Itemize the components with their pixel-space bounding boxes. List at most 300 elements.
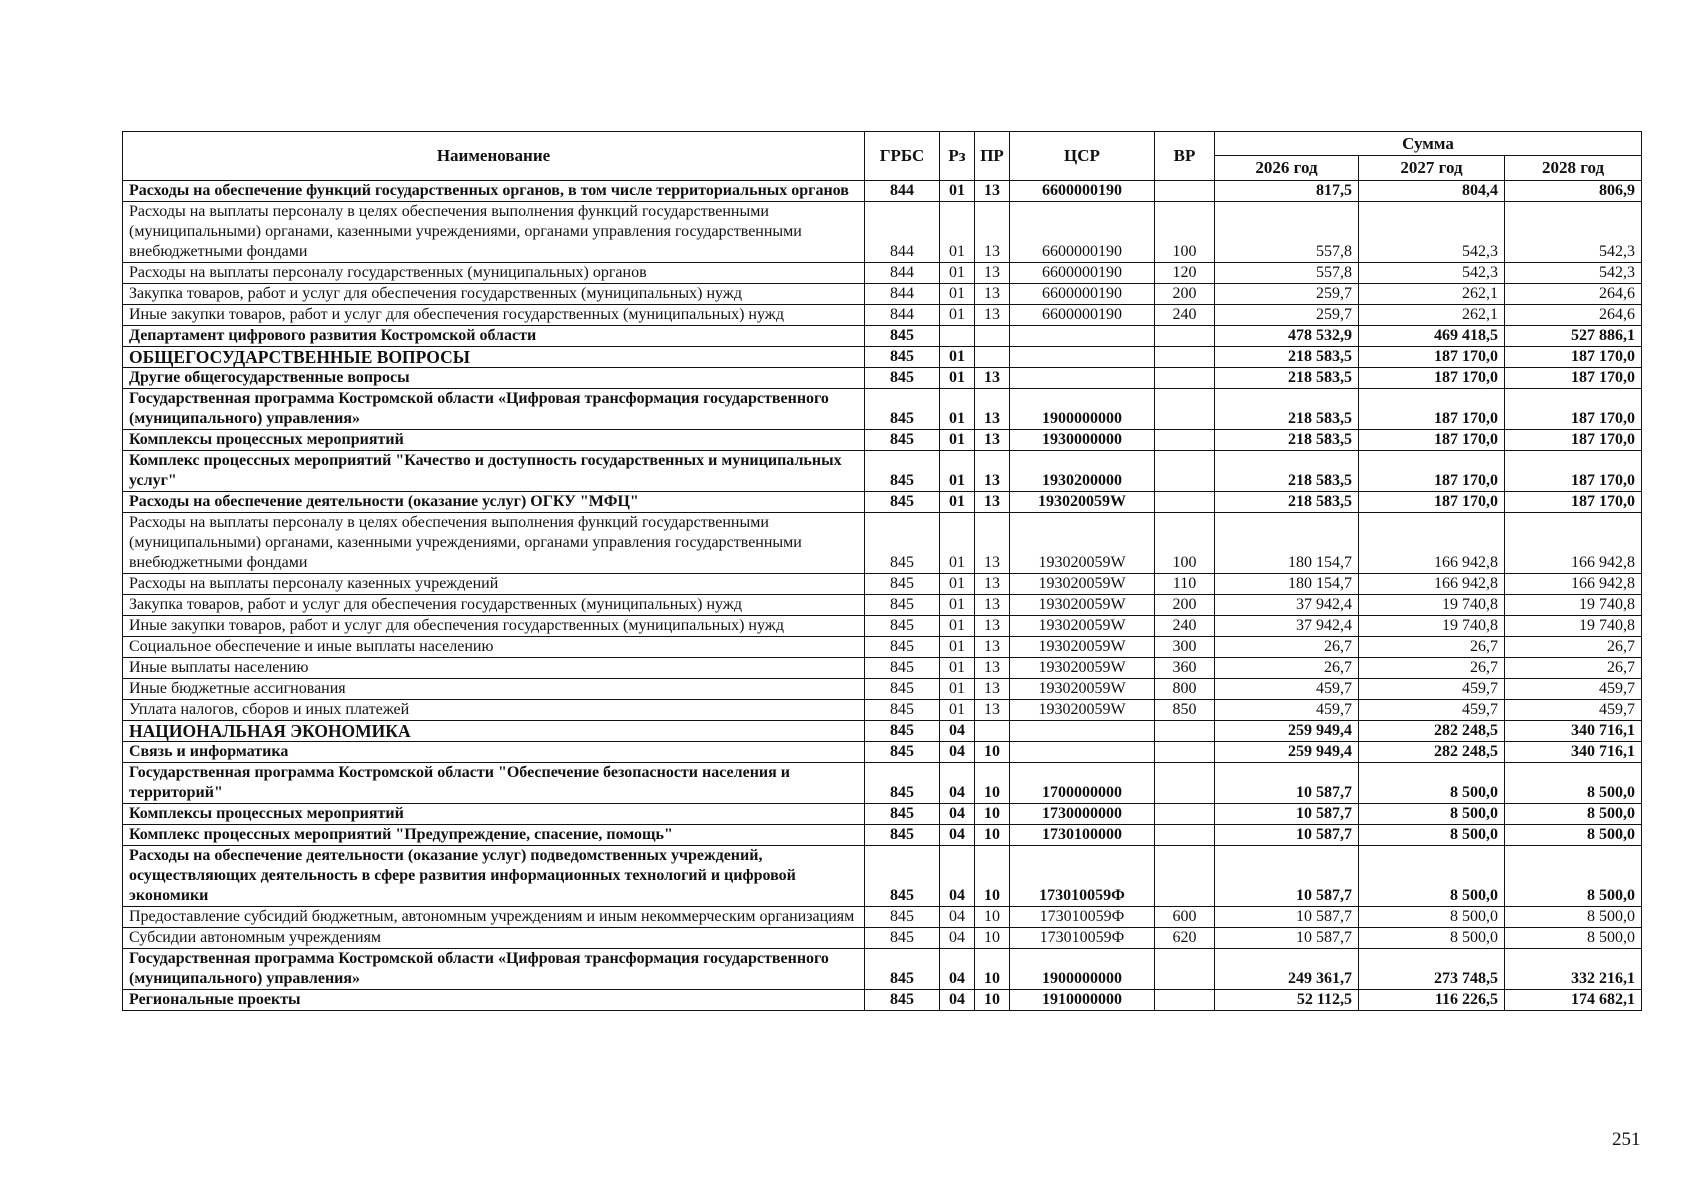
cell-name: Другие общегосударственные вопросы (123, 368, 865, 389)
cell-rz: 04 (940, 742, 975, 763)
cell-grbs: 845 (865, 928, 940, 949)
cell-grbs: 844 (865, 181, 940, 202)
cell-pr: 10 (975, 928, 1010, 949)
cell-sum-2028: 187 170,0 (1505, 451, 1642, 492)
table-row (123, 804, 1642, 825)
cell-rz: 01 (940, 679, 975, 700)
cell-pr: 13 (975, 700, 1010, 721)
cell-rz: 01 (940, 658, 975, 679)
cell-sum-2026: 180 154,7 (1215, 574, 1359, 595)
cell-pr: 10 (975, 846, 1010, 907)
cell-sum-2027: 116 226,5 (1359, 990, 1505, 1011)
cell-rz: 01 (940, 430, 975, 451)
table-row (123, 305, 1642, 326)
cell-grbs: 845 (865, 595, 940, 616)
cell-vr (1155, 742, 1215, 763)
cell-pr: 13 (975, 616, 1010, 637)
cell-grbs: 845 (865, 990, 940, 1011)
cell-sum-2028: 174 682,1 (1505, 990, 1642, 1011)
cell-grbs: 845 (865, 574, 940, 595)
cell-vr: 240 (1155, 616, 1215, 637)
cell-csr: 1910000000 (1010, 990, 1155, 1011)
cell-sum-2026: 817,5 (1215, 181, 1359, 202)
table-row (123, 430, 1642, 451)
table-row (123, 616, 1642, 637)
table-row (123, 928, 1642, 949)
cell-grbs: 845 (865, 389, 940, 430)
cell-sum-2027: 187 170,0 (1359, 451, 1505, 492)
table-row (123, 742, 1642, 763)
table-row (123, 263, 1642, 284)
cell-grbs: 844 (865, 305, 940, 326)
cell-grbs: 845 (865, 513, 940, 574)
cell-csr: 1930200000 (1010, 451, 1155, 492)
cell-sum-2027: 8 500,0 (1359, 763, 1505, 804)
cell-pr: 13 (975, 513, 1010, 574)
header-name: Наименование (123, 132, 865, 181)
cell-sum-2026: 10 587,7 (1215, 928, 1359, 949)
header-row (123, 132, 1642, 156)
header-sum: Сумма (1215, 132, 1642, 156)
cell-vr: 240 (1155, 305, 1215, 326)
cell-vr (1155, 430, 1215, 451)
cell-sum-2027: 542,3 (1359, 263, 1505, 284)
header-year-2027: 2027 год (1359, 156, 1505, 181)
cell-sum-2027: 187 170,0 (1359, 430, 1505, 451)
cell-sum-2027: 19 740,8 (1359, 616, 1505, 637)
cell-sum-2028: 332 216,1 (1505, 949, 1642, 990)
cell-grbs: 845 (865, 616, 940, 637)
cell-vr: 850 (1155, 700, 1215, 721)
cell-sum-2026: 259 949,4 (1215, 742, 1359, 763)
cell-sum-2028: 459,7 (1505, 679, 1642, 700)
table-row (123, 721, 1642, 742)
cell-sum-2026: 180 154,7 (1215, 513, 1359, 574)
cell-sum-2028: 264,6 (1505, 284, 1642, 305)
cell-rz: 01 (940, 347, 975, 368)
cell-pr: 10 (975, 907, 1010, 928)
cell-grbs: 845 (865, 907, 940, 928)
cell-sum-2028: 166 942,8 (1505, 513, 1642, 574)
table-row (123, 949, 1642, 990)
cell-pr: 10 (975, 763, 1010, 804)
cell-name: Расходы на обеспечение деятельности (оказание услуг) ОГКУ "МФЦ" (123, 492, 865, 513)
cell-grbs: 845 (865, 949, 940, 990)
cell-rz: 01 (940, 492, 975, 513)
cell-vr (1155, 347, 1215, 368)
cell-pr: 10 (975, 825, 1010, 846)
cell-vr: 100 (1155, 513, 1215, 574)
cell-sum-2026: 10 587,7 (1215, 825, 1359, 846)
cell-sum-2027: 8 500,0 (1359, 907, 1505, 928)
cell-pr: 13 (975, 202, 1010, 263)
cell-sum-2028: 8 500,0 (1505, 907, 1642, 928)
cell-sum-2027: 804,4 (1359, 181, 1505, 202)
cell-grbs: 845 (865, 492, 940, 513)
cell-grbs: 845 (865, 326, 940, 347)
cell-csr (1010, 742, 1155, 763)
cell-grbs: 845 (865, 658, 940, 679)
cell-name: Комплексы процессных мероприятий (123, 804, 865, 825)
table-row (123, 347, 1642, 368)
cell-sum-2027: 282 248,5 (1359, 742, 1505, 763)
cell-grbs: 845 (865, 846, 940, 907)
cell-name: Иные закупки товаров, работ и услуг для обеспечения государственных (муниципальных) нужд (123, 305, 865, 326)
cell-name: Расходы на выплаты персоналу государственных (муниципальных) органов (123, 263, 865, 284)
cell-sum-2027: 8 500,0 (1359, 846, 1505, 907)
cell-sum-2026: 37 942,4 (1215, 616, 1359, 637)
cell-vr: 120 (1155, 263, 1215, 284)
cell-grbs: 844 (865, 263, 940, 284)
cell-sum-2028: 187 170,0 (1505, 347, 1642, 368)
cell-pr: 13 (975, 492, 1010, 513)
cell-sum-2026: 218 583,5 (1215, 492, 1359, 513)
cell-sum-2026: 10 587,7 (1215, 804, 1359, 825)
cell-csr: 1900000000 (1010, 389, 1155, 430)
cell-pr: 13 (975, 181, 1010, 202)
cell-csr (1010, 347, 1155, 368)
cell-sum-2027: 262,1 (1359, 284, 1505, 305)
cell-sum-2026: 10 587,7 (1215, 907, 1359, 928)
cell-csr: 6600000190 (1010, 202, 1155, 263)
cell-pr: 10 (975, 804, 1010, 825)
cell-grbs: 845 (865, 763, 940, 804)
cell-sum-2026: 218 583,5 (1215, 389, 1359, 430)
cell-sum-2026: 52 112,5 (1215, 990, 1359, 1011)
cell-vr (1155, 846, 1215, 907)
cell-sum-2026: 249 361,7 (1215, 949, 1359, 990)
cell-vr (1155, 763, 1215, 804)
cell-sum-2027: 187 170,0 (1359, 368, 1505, 389)
cell-sum-2027: 542,3 (1359, 202, 1505, 263)
budget-table (122, 131, 1642, 1011)
header-grbs: ГРБС (865, 132, 940, 181)
cell-name: ОБЩЕГОСУДАРСТВЕННЫЕ ВОПРОСЫ (123, 347, 865, 368)
cell-grbs: 845 (865, 637, 940, 658)
cell-pr: 13 (975, 574, 1010, 595)
table-row (123, 595, 1642, 616)
cell-sum-2027: 282 248,5 (1359, 721, 1505, 742)
cell-csr: 193020059W (1010, 637, 1155, 658)
cell-vr (1155, 804, 1215, 825)
cell-name: Предоставление субсидий бюджетным, автономным учреждениям и иным некоммерческим организациям (123, 907, 865, 928)
cell-sum-2028: 340 716,1 (1505, 721, 1642, 742)
cell-csr (1010, 368, 1155, 389)
cell-csr: 193020059W (1010, 492, 1155, 513)
cell-sum-2026: 557,8 (1215, 202, 1359, 263)
cell-pr: 10 (975, 949, 1010, 990)
table-row (123, 181, 1642, 202)
cell-rz: 04 (940, 990, 975, 1011)
cell-name: Социальное обеспечение и иные выплаты населению (123, 637, 865, 658)
cell-vr (1155, 368, 1215, 389)
table-row (123, 513, 1642, 574)
cell-pr: 13 (975, 284, 1010, 305)
cell-name: Иные закупки товаров, работ и услуг для обеспечения государственных (муниципальных) нужд (123, 616, 865, 637)
cell-rz: 04 (940, 763, 975, 804)
cell-pr: 13 (975, 263, 1010, 284)
cell-rz: 04 (940, 804, 975, 825)
cell-sum-2027: 166 942,8 (1359, 513, 1505, 574)
cell-name: Расходы на обеспечение функций государственных органов, в том числе территориальных органов (123, 181, 865, 202)
cell-sum-2028: 166 942,8 (1505, 574, 1642, 595)
cell-name: Расходы на выплаты персоналу в целях обеспечения выполнения функций государственными (муниципальными) органами, казенными учреждениями, органами управления государственными внебюджетными фондами (123, 202, 865, 263)
cell-pr: 13 (975, 305, 1010, 326)
cell-vr (1155, 990, 1215, 1011)
cell-grbs: 845 (865, 700, 940, 721)
cell-grbs: 845 (865, 347, 940, 368)
cell-rz: 01 (940, 263, 975, 284)
table-row (123, 763, 1642, 804)
cell-rz: 01 (940, 637, 975, 658)
cell-grbs: 845 (865, 430, 940, 451)
cell-grbs: 844 (865, 284, 940, 305)
cell-rz: 04 (940, 721, 975, 742)
cell-name: Иные выплаты населению (123, 658, 865, 679)
cell-grbs: 845 (865, 742, 940, 763)
cell-pr: 13 (975, 637, 1010, 658)
cell-rz: 01 (940, 284, 975, 305)
cell-rz: 04 (940, 928, 975, 949)
cell-sum-2026: 478 532,9 (1215, 326, 1359, 347)
cell-sum-2028: 8 500,0 (1505, 804, 1642, 825)
cell-name: Комплекс процессных мероприятий "Качество и доступность государственных и муниципальных услуг" (123, 451, 865, 492)
cell-name: Закупка товаров, работ и услуг для обеспечения государственных (муниципальных) нужд (123, 595, 865, 616)
cell-sum-2028: 8 500,0 (1505, 825, 1642, 846)
header-csr: ЦСР (1010, 132, 1155, 181)
cell-vr: 110 (1155, 574, 1215, 595)
cell-csr: 193020059W (1010, 574, 1155, 595)
table-row (123, 202, 1642, 263)
cell-sum-2026: 459,7 (1215, 700, 1359, 721)
cell-name: Государственная программа Костромской области «Цифровая трансформация государственного (муниципального) управления» (123, 949, 865, 990)
cell-sum-2028: 26,7 (1505, 637, 1642, 658)
cell-pr (975, 326, 1010, 347)
cell-rz: 01 (940, 513, 975, 574)
cell-grbs: 845 (865, 679, 940, 700)
cell-pr (975, 721, 1010, 742)
cell-sum-2027: 187 170,0 (1359, 347, 1505, 368)
cell-rz: 04 (940, 825, 975, 846)
cell-vr: 100 (1155, 202, 1215, 263)
cell-csr: 1930000000 (1010, 430, 1155, 451)
cell-name: Расходы на выплаты персоналу казенных учреждений (123, 574, 865, 595)
cell-vr: 200 (1155, 595, 1215, 616)
cell-csr: 193020059W (1010, 513, 1155, 574)
cell-sum-2027: 26,7 (1359, 637, 1505, 658)
table-row (123, 825, 1642, 846)
cell-csr: 173010059Ф (1010, 928, 1155, 949)
cell-csr (1010, 326, 1155, 347)
cell-sum-2026: 37 942,4 (1215, 595, 1359, 616)
cell-rz: 04 (940, 949, 975, 990)
header-vr: ВР (1155, 132, 1215, 181)
cell-name: Государственная программа Костромской области "Обеспечение безопасности населения и территорий" (123, 763, 865, 804)
cell-sum-2026: 218 583,5 (1215, 368, 1359, 389)
cell-grbs: 845 (865, 825, 940, 846)
cell-rz: 01 (940, 451, 975, 492)
cell-sum-2026: 26,7 (1215, 658, 1359, 679)
cell-pr: 13 (975, 679, 1010, 700)
cell-sum-2027: 8 500,0 (1359, 928, 1505, 949)
header-year-2028: 2028 год (1505, 156, 1642, 181)
cell-name: Комплексы процессных мероприятий (123, 430, 865, 451)
cell-name: Комплекс процессных мероприятий "Предупреждение, спасение, помощь" (123, 825, 865, 846)
cell-grbs: 845 (865, 804, 940, 825)
cell-sum-2027: 187 170,0 (1359, 492, 1505, 513)
cell-sum-2028: 340 716,1 (1505, 742, 1642, 763)
cell-name: Иные бюджетные ассигнования (123, 679, 865, 700)
cell-sum-2026: 10 587,7 (1215, 846, 1359, 907)
cell-csr: 193020059W (1010, 658, 1155, 679)
cell-rz: 04 (940, 907, 975, 928)
cell-sum-2028: 527 886,1 (1505, 326, 1642, 347)
cell-csr: 1700000000 (1010, 763, 1155, 804)
table-row (123, 368, 1642, 389)
cell-vr: 800 (1155, 679, 1215, 700)
cell-sum-2028: 26,7 (1505, 658, 1642, 679)
cell-rz: 01 (940, 368, 975, 389)
cell-pr: 13 (975, 658, 1010, 679)
cell-sum-2028: 187 170,0 (1505, 368, 1642, 389)
cell-vr: 300 (1155, 637, 1215, 658)
cell-sum-2026: 218 583,5 (1215, 430, 1359, 451)
cell-sum-2027: 8 500,0 (1359, 804, 1505, 825)
cell-sum-2028: 806,9 (1505, 181, 1642, 202)
cell-sum-2027: 273 748,5 (1359, 949, 1505, 990)
cell-sum-2026: 26,7 (1215, 637, 1359, 658)
cell-name: Закупка товаров, работ и услуг для обеспечения государственных (муниципальных) нужд (123, 284, 865, 305)
table-row (123, 990, 1642, 1011)
cell-name: НАЦИОНАЛЬНАЯ ЭКОНОМИКА (123, 721, 865, 742)
cell-csr: 6600000190 (1010, 181, 1155, 202)
cell-pr: 13 (975, 368, 1010, 389)
cell-sum-2026: 557,8 (1215, 263, 1359, 284)
cell-pr: 13 (975, 430, 1010, 451)
cell-vr (1155, 451, 1215, 492)
cell-vr: 360 (1155, 658, 1215, 679)
cell-sum-2026: 259,7 (1215, 305, 1359, 326)
cell-sum-2027: 19 740,8 (1359, 595, 1505, 616)
cell-name: Субсидии автономным учреждениям (123, 928, 865, 949)
cell-name: Расходы на выплаты персоналу в целях обеспечения выполнения функций государственными (муниципальными) органами, казенными учреждениями, органами управления государственными внебюджетными фондами (123, 513, 865, 574)
cell-grbs: 845 (865, 451, 940, 492)
cell-vr (1155, 825, 1215, 846)
cell-sum-2026: 259,7 (1215, 284, 1359, 305)
cell-csr: 6600000190 (1010, 263, 1155, 284)
table-body (123, 181, 1642, 1011)
table-row (123, 907, 1642, 928)
cell-vr (1155, 389, 1215, 430)
cell-vr (1155, 949, 1215, 990)
cell-sum-2028: 8 500,0 (1505, 928, 1642, 949)
header-year-2026: 2026 год (1215, 156, 1359, 181)
cell-csr: 6600000190 (1010, 284, 1155, 305)
cell-csr: 173010059Ф (1010, 907, 1155, 928)
cell-sum-2026: 218 583,5 (1215, 347, 1359, 368)
cell-csr: 193020059W (1010, 679, 1155, 700)
cell-csr: 1730100000 (1010, 825, 1155, 846)
cell-rz: 01 (940, 574, 975, 595)
cell-name: Уплата налогов, сборов и иных платежей (123, 700, 865, 721)
cell-sum-2027: 262,1 (1359, 305, 1505, 326)
cell-vr (1155, 492, 1215, 513)
cell-vr (1155, 326, 1215, 347)
table-row (123, 658, 1642, 679)
cell-grbs: 845 (865, 368, 940, 389)
header-pr: ПР (975, 132, 1010, 181)
cell-rz: 01 (940, 616, 975, 637)
cell-csr (1010, 721, 1155, 742)
cell-rz: 01 (940, 305, 975, 326)
cell-sum-2028: 459,7 (1505, 700, 1642, 721)
table-row (123, 492, 1642, 513)
cell-sum-2026: 10 587,7 (1215, 763, 1359, 804)
cell-pr: 13 (975, 451, 1010, 492)
cell-csr: 193020059W (1010, 700, 1155, 721)
header-rz: Рз (940, 132, 975, 181)
cell-vr (1155, 181, 1215, 202)
table-row (123, 451, 1642, 492)
cell-vr: 200 (1155, 284, 1215, 305)
cell-sum-2026: 259 949,4 (1215, 721, 1359, 742)
cell-rz: 01 (940, 181, 975, 202)
cell-sum-2028: 8 500,0 (1505, 763, 1642, 804)
table-row (123, 679, 1642, 700)
cell-pr (975, 347, 1010, 368)
cell-grbs: 844 (865, 202, 940, 263)
cell-sum-2028: 542,3 (1505, 202, 1642, 263)
table-row (123, 389, 1642, 430)
cell-sum-2028: 264,6 (1505, 305, 1642, 326)
cell-sum-2028: 542,3 (1505, 263, 1642, 284)
cell-name: Государственная программа Костромской области «Цифровая трансформация государственного (муниципального) управления» (123, 389, 865, 430)
cell-csr: 1900000000 (1010, 949, 1155, 990)
cell-sum-2026: 459,7 (1215, 679, 1359, 700)
cell-sum-2027: 459,7 (1359, 679, 1505, 700)
cell-sum-2028: 8 500,0 (1505, 846, 1642, 907)
cell-name: Расходы на обеспечение деятельности (оказание услуг) подведомственных учреждений, осуществляющих деятельность в сфере развития информационных технологий и цифровой экономики (123, 846, 865, 907)
cell-name: Региональные проекты (123, 990, 865, 1011)
table-row (123, 284, 1642, 305)
cell-csr: 193020059W (1010, 616, 1155, 637)
cell-sum-2027: 8 500,0 (1359, 825, 1505, 846)
cell-rz: 01 (940, 595, 975, 616)
cell-csr: 1730000000 (1010, 804, 1155, 825)
cell-pr: 10 (975, 742, 1010, 763)
table-row (123, 846, 1642, 907)
cell-csr: 193020059W (1010, 595, 1155, 616)
cell-sum-2027: 187 170,0 (1359, 389, 1505, 430)
cell-rz (940, 326, 975, 347)
cell-vr: 600 (1155, 907, 1215, 928)
cell-rz: 01 (940, 700, 975, 721)
cell-grbs: 845 (865, 721, 940, 742)
cell-sum-2027: 166 942,8 (1359, 574, 1505, 595)
cell-vr: 620 (1155, 928, 1215, 949)
table-row (123, 574, 1642, 595)
table-row (123, 637, 1642, 658)
cell-rz: 01 (940, 202, 975, 263)
cell-pr: 13 (975, 389, 1010, 430)
cell-sum-2028: 187 170,0 (1505, 430, 1642, 451)
cell-sum-2027: 26,7 (1359, 658, 1505, 679)
cell-sum-2026: 218 583,5 (1215, 451, 1359, 492)
cell-vr (1155, 721, 1215, 742)
cell-sum-2027: 459,7 (1359, 700, 1505, 721)
cell-pr: 13 (975, 595, 1010, 616)
table-row (123, 326, 1642, 347)
